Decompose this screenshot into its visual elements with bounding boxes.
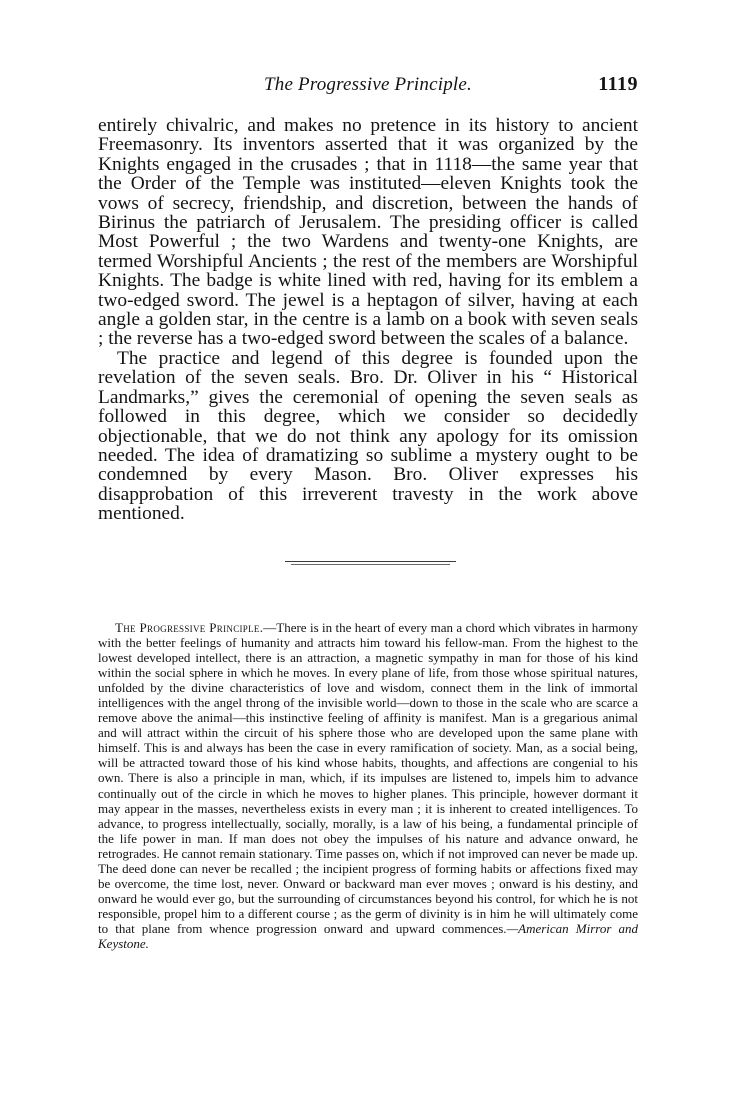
divider-line-lower — [291, 564, 450, 565]
article-source: —American Mirror and Keystone. — [98, 920, 638, 951]
main-text — [98, 116, 638, 524]
paragraph-seven-seals: The practice and legend of this degree is founded upon the revelation of the seven seals. Bro. Dr. Oliver in his “ Historical Landmarks,” gives the ceremonial of opening the seven seals as followed in this degree, which we consider so decidedly objectionable, that we do not think any apology for its omission needed. The idea of dramatizing so sublime a mystery ought to be condemned by every Mason. Bro. Oliver expresses his disapprobation of this irreverent travesty in the work above mentioned. — [98, 347, 638, 525]
divider-line-upper — [285, 561, 456, 562]
article-body: —There is in the heart of every man a chord which vibrates in harmony with the better feelings of humanity and attracts him toward his fellow-man. From the highest to the lowest developed intellect, there is an attraction, a magnetic sympathy in man for those of his kind within the social sphere in which he moves. In every plane of life, from those whose spiritual natures, unfolded by the divine characteristics of love and wisdom, connect them in the link of immortal intelligences with the angel throng of the invisible world—down to those in the scale who are scarce a remove above the animal—this instinctive feeling of affinity is manifest. Man is a gregarious animal and will attract within the circuit of his sphere those who are developed upon the same plane with himself. This is and always has been the case in every ramification of society. Man, as a social being, will be attracted toward those of his kind whose habits, thoughts, and affections are congenial to his own. There is also a principle in man, which, if its impulses are listened to, impels him to advance continually out of the circle in which he moves to higher planes. This principle, however dormant it may appear in the masses, nevertheless exists in every man ; it is inherent to created intelligences. To advance, to progress intellectually, socially, morally, is a law of his being, a fundamental principle of the life power in man. If man does not obey the impulses of his nature and advance onward, he retrogrades. He cannot remain stationary. Time passes on, which if not improved can never be made up. The deed done can never be recalled ; the incipient progress of forming habits or affections fixed may be overcome, the time lost, never. Onward or backward man ever moves ; onward is his destiny, and onward he would ever go, but the surrounding of circumstances beyond his control, for which he is not responsible, propel him to a different course ; as the germ of divinity is in him he will ultimately come to that plane from whence progression onward and upward commences. — [98, 620, 638, 936]
running-head — [98, 74, 638, 98]
paragraph-templar-order: entirely chivalric, and makes no pretence in its history to ancient Freemasonry. Its inventors asserted that it was organized by the Knights engaged in the crusades ; that in 1118—the same year that the Order of the Temple was instituted—eleven Knights took the vows of secrecy, friendship, and discretion, between the hands of Birinus the patriarch of Jerusalem. The presiding officer is called Most Powerful ; the two Wardens and twenty-one Knights, are termed Worshipful Ancients ; the rest of the members are Worshipful Knights. The badge is white lined with red, having for its emblem a two-edged sword. The jewel is a heptagon of silver, having at each angle a golden star, in the centre is a lamb on a book with seven seals ; the reverse has a two-edged sword between the scales of a balance. — [98, 115, 638, 350]
article-paragraph — [98, 620, 638, 951]
running-title: The Progressive Principle. — [263, 74, 472, 95]
section-divider — [285, 561, 456, 565]
article-title: The Progressive Principle. — [115, 620, 264, 635]
article-progressive-principle — [98, 620, 638, 951]
page-number: 1119 — [598, 73, 638, 95]
